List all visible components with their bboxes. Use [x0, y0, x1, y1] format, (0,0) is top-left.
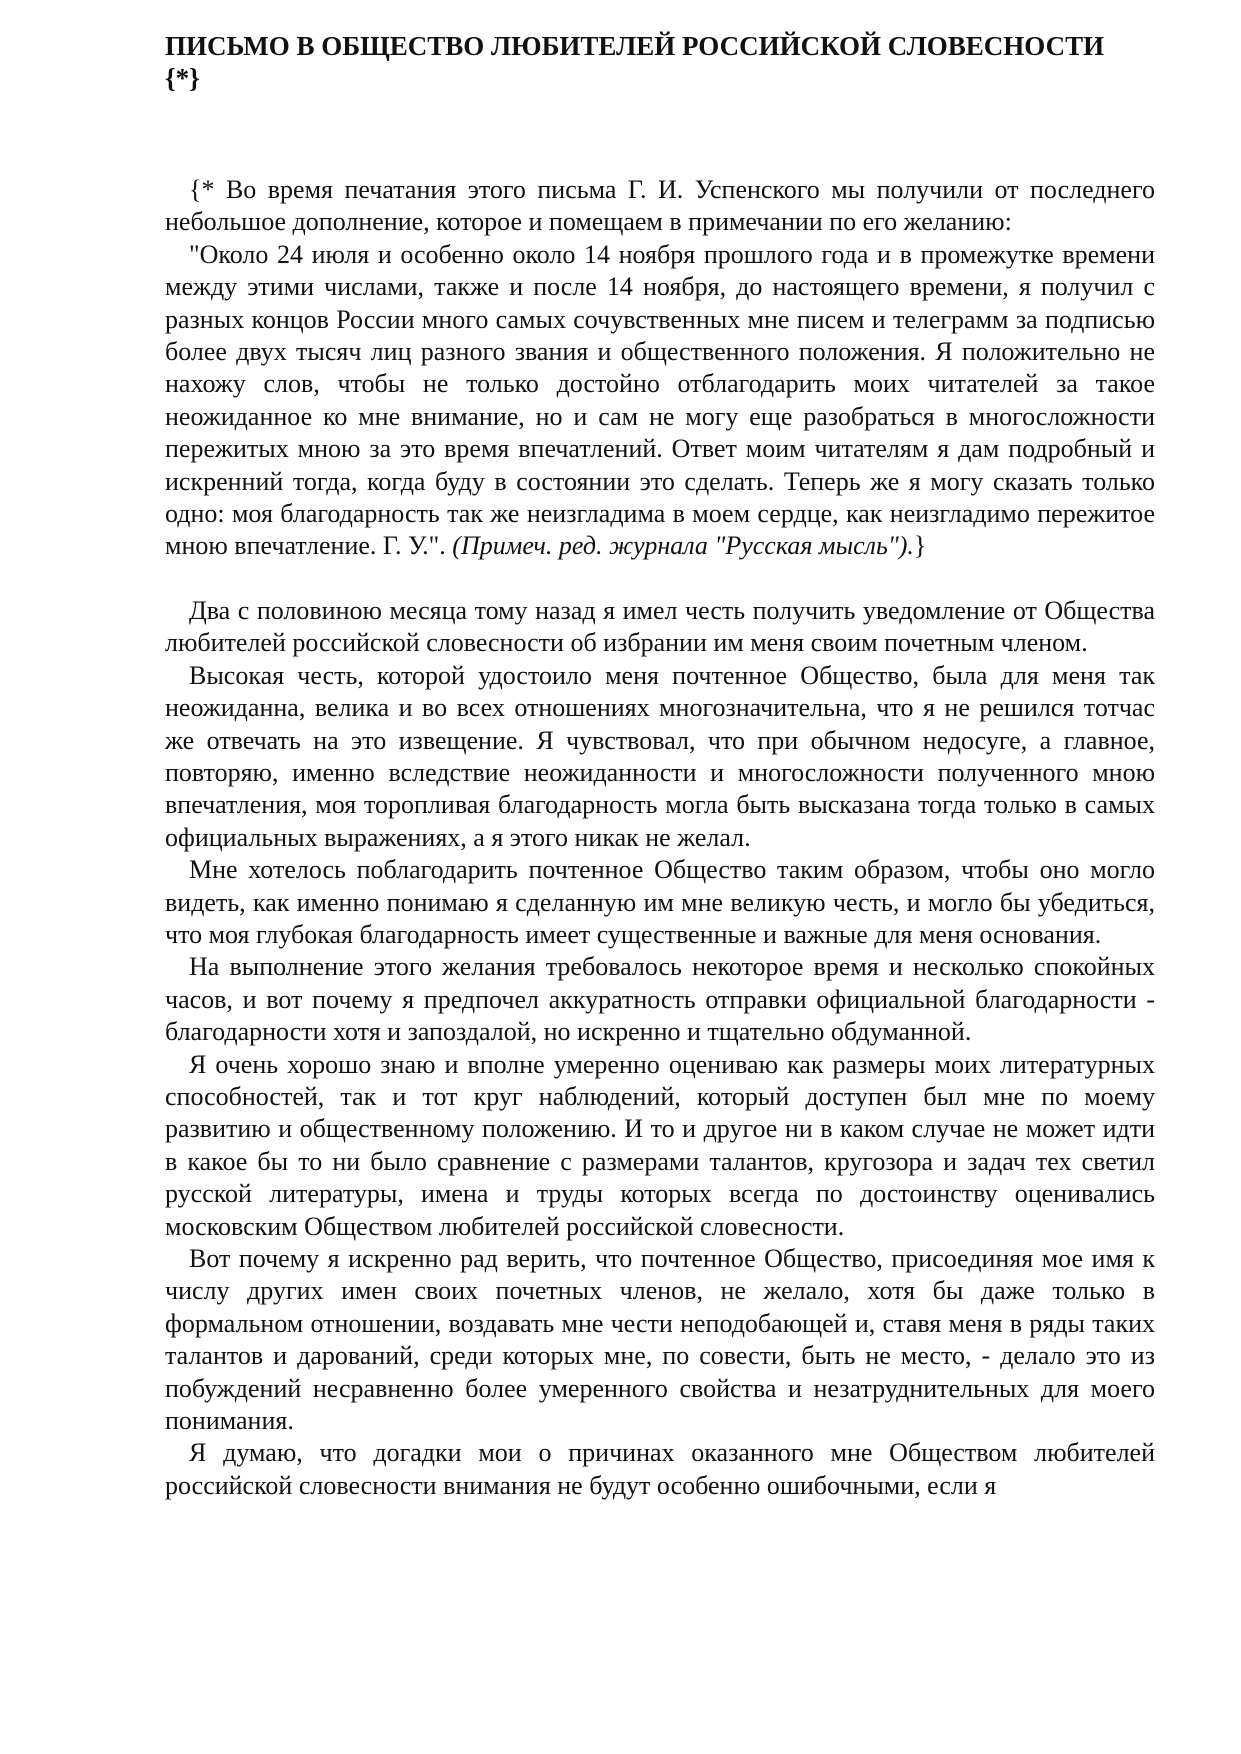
editor-footnote — [165, 174, 1155, 563]
title-footnote-marker: {*} — [165, 63, 200, 93]
footnote-paragraph: {* Во время печатания этого письма Г. И. Успенского мы получили от последнего небольшое дополнение, которое и помещаем в примечании по его желанию: — [165, 175, 1155, 237]
body-paragraph: На выполнение этого желания требовалось некоторое время и несколько спокойных часов, и вот почему я предпочел аккуратность отправки официальной благодарности - благодарности хотя и запоздалой, но искренно и тщательно обдуманной. — [165, 952, 1155, 1047]
body-paragraph: Два с половиною месяца тому назад я имел честь получить уведомление от Общества любителей российской словесности об избрании им меня своим почетным членом. — [165, 595, 1155, 658]
body-paragraph: Вот почему я искренно рад верить, что почтенное Общество, присоединяя мое имя к числу других имен своих почетных членов, не желало, хотя бы даже только в формальном отношении, воздавать мне чести неподобающей и, ставя меня в ряды таких талантов и дарований, среди которых мне, по совести, быть не место, - делало это из побуждений несравненно более умеренного свойства и незатруднительных для моего понимания. — [165, 1244, 1155, 1436]
footnote-quote-paragraph — [165, 239, 1155, 563]
document-page — [165, 30, 1155, 1502]
body-paragraph: Я очень хорошо знаю и вполне умеренно оцениваю как размеры моих литературных способностей, так и тот круг наблюдений, который доступен был мне по моему развитию и общественному положению. И то и другое ни в каком случае не может идти в какое бы то ни было сравнение с размерами талантов, кругозора и задач тех светил русской литературы, имена и труды которых всегда по достоинству оценивались московским Обществом любителей российской словесности. — [165, 1049, 1155, 1241]
footnote-closing-brace: } — [913, 531, 927, 561]
footnote-quote-text: "Около 24 июля и особенно около 14 ноября прошлого года и в промежутке времени между этими числами, также и после 14 ноября, до настоящего времени, я получил с разных концов России много самых сочувственных мне писем и телеграмм за подписью более двух тысяч лиц разного звания и общественного положения. Я положительно не нахожу слов, чтобы не только достойно отблагодарить моих читателей за такое неожиданное ко мне внимание, но и сам не могу еще разобраться в многосложности пережитых мною за это время впечатлений. Ответ моим читателям я дам подробный и искренний тогда, когда буду в состоянии это сделать. Теперь же я могу сказать только одно: моя благодарность так же неизгладима в моем сердце, как неизгладимо пережитое мною впечатление. Г. У.". — [165, 239, 1155, 561]
body-paragraph: Высокая честь, которой удостоило меня почтенное Общество, была для меня так неожиданна, велика и во всех отношениях многозначительна, что я не решился тотчас же отвечать на это извещение. Я чувствовал, что при обычном недосуге, а главное, повторяю, именно вследствие неожиданности и многосложности полученного мною впечатления, моя торопливая благодарность могла быть высказана тогда только в самых официальных выражениях, а я этого никак не желал. — [165, 660, 1155, 852]
letter-body — [165, 595, 1155, 1502]
document-title — [165, 30, 1155, 94]
body-paragraph: Я думаю, что догадки мои о причинах оказанного мне Обществом любителей российской словесности внимания не будут особенно ошибочными, если я — [165, 1438, 1155, 1500]
body-paragraph: Мне хотелось поблагодарить почтенное Общество таким образом, чтобы оно могло видеть, как именно понимаю я сделанную им мне великую честь, и могло бы убедиться, что моя глубокая благодарность имеет существенные и важные для меня основания. — [165, 855, 1155, 949]
footnote-editor-note: (Примеч. ред. журнала "Русская мысль"). — [452, 531, 914, 561]
title-line-1: ПИСЬМО В ОБЩЕСТВО ЛЮБИТЕЛЕЙ РОССИЙСКОЙ СЛОВЕСНОСТИ — [165, 31, 1105, 61]
